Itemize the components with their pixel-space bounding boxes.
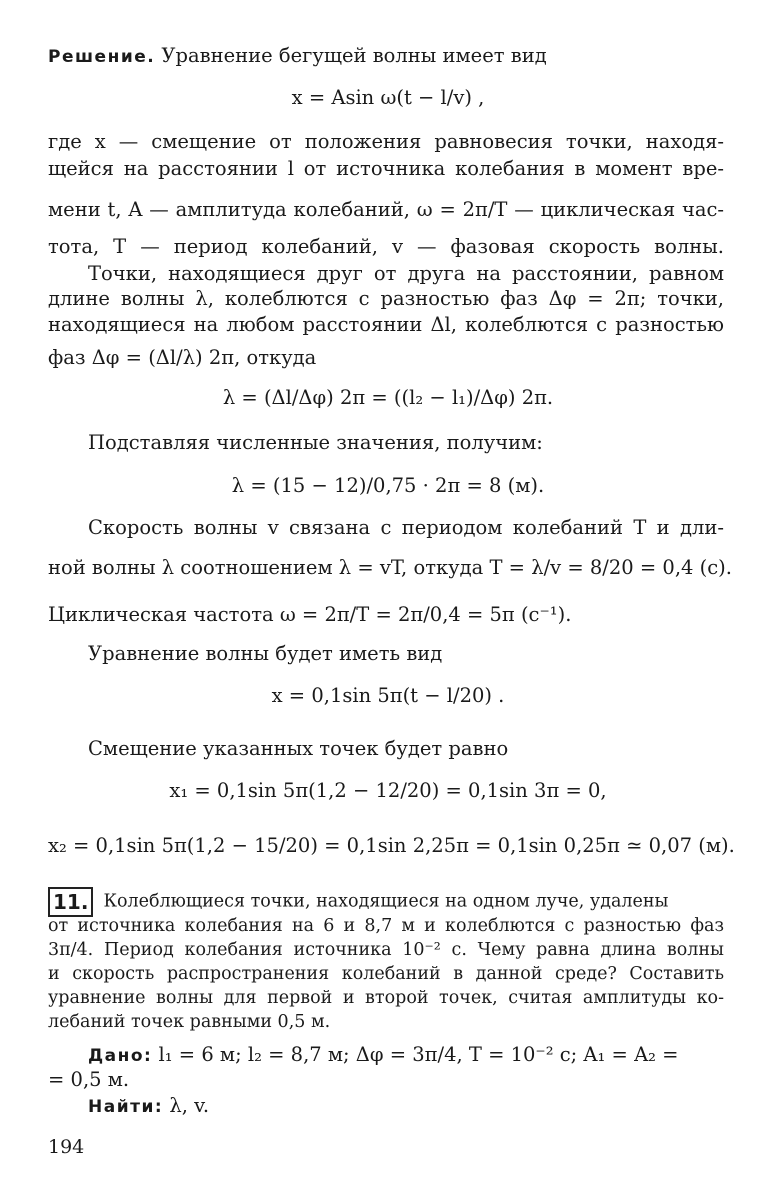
text-line: щейся на расстоянии l от источника колебания в момент вре- xyxy=(48,157,724,180)
equation-wave-final: x = 0,1sin 5π(t − l/20) . xyxy=(271,684,505,707)
problem-text: от источника колебания на 6 и 8,7 м и колеблются с разностью фаз xyxy=(48,916,724,936)
text-line: Циклическая частота ω = 2π/T = 2π/0,4 = 5π (с⁻¹). xyxy=(48,603,572,626)
find-label: Найти: xyxy=(88,1097,164,1117)
equation-x2: x₂ = 0,1sin 5π(1,2 − 15/20) = 0,1sin 2,25π = 0,1sin 0,25π ≃ 0,07 (м). xyxy=(48,834,735,857)
equation-x1: x₁ = 0,1sin 5π(1,2 − 12/20) = 0,1sin 3π = 0, xyxy=(169,779,607,802)
text-line: тота, T — период колебаний, v — фазовая скорость волны. xyxy=(48,235,724,258)
solution-intro xyxy=(48,44,724,69)
text-line: Уравнение волны будет иметь вид xyxy=(88,642,443,665)
equation-lambda-value: λ = (15 − 12)/0,75 · 2π = 8 (м). xyxy=(231,474,545,497)
text-line: где x — смещение от положения равновесия точки, находя- xyxy=(48,130,724,153)
text-line: ной волны λ соотношением λ = vT, откуда T = λ/v = 8/20 = 0,4 (с). xyxy=(48,556,732,579)
solution-label: Решение. xyxy=(48,47,156,67)
given-line xyxy=(88,1043,724,1068)
text-line: находящиеся на любом расстоянии Δl, колеблются с разностью xyxy=(48,313,724,336)
given-text: l₁ = 6 м; l₂ = 8,7 м; Δφ = 3π/4, T = 10⁻² с; A₁ = A₂ = xyxy=(152,1043,679,1066)
problem-number: 11. xyxy=(48,887,93,917)
text-line: Скорость волны v связана с периодом колебаний T и дли- xyxy=(88,516,724,539)
problem-text: Колеблющиеся точки, находящиеся на одном луче, удалены xyxy=(103,891,669,912)
problem-text: 3π/4. Период колебания источника 10⁻² с. Чему равна длина волны xyxy=(48,940,724,960)
given-line-2: = 0,5 м. xyxy=(48,1068,130,1091)
text-line: фаз Δφ = (Δl/λ) 2π, откуда xyxy=(48,346,317,369)
problem-text: лебаний точек равными 0,5 м. xyxy=(48,1012,331,1032)
given-label: Дано: xyxy=(88,1046,153,1066)
text-line: Уравнение бегущей волны имеет вид xyxy=(155,44,547,67)
find-text: λ, v. xyxy=(163,1094,210,1117)
text-line: мени t, A — амплитуда колебаний, ω = 2π/T — циклическая час- xyxy=(48,198,724,221)
text-line: Смещение указанных точек будет равно xyxy=(88,737,509,760)
problem-first-line xyxy=(48,887,724,917)
text-line: Подставляя численные значения, получим: xyxy=(88,431,543,454)
equation-wave: x = Asin ω(t − l/v) , xyxy=(291,86,485,109)
find-line xyxy=(88,1094,764,1119)
text-line: длине волны λ, колеблются с разностью фаз Δφ = 2π; точки, xyxy=(48,287,724,310)
text-line: Точки, находящиеся друг от друга на расстоянии, равном xyxy=(88,262,724,285)
problem-text: и скорость распространения колебаний в данной среде? Составить xyxy=(48,964,724,984)
page-number: 194 xyxy=(48,1136,85,1158)
equation-lambda: λ = (Δl/Δφ) 2π = ((l₂ − l₁)/Δφ) 2π. xyxy=(222,386,554,409)
problem-text: уравнение волны для первой и второй точек, считая амплитуды ко- xyxy=(48,988,724,1008)
